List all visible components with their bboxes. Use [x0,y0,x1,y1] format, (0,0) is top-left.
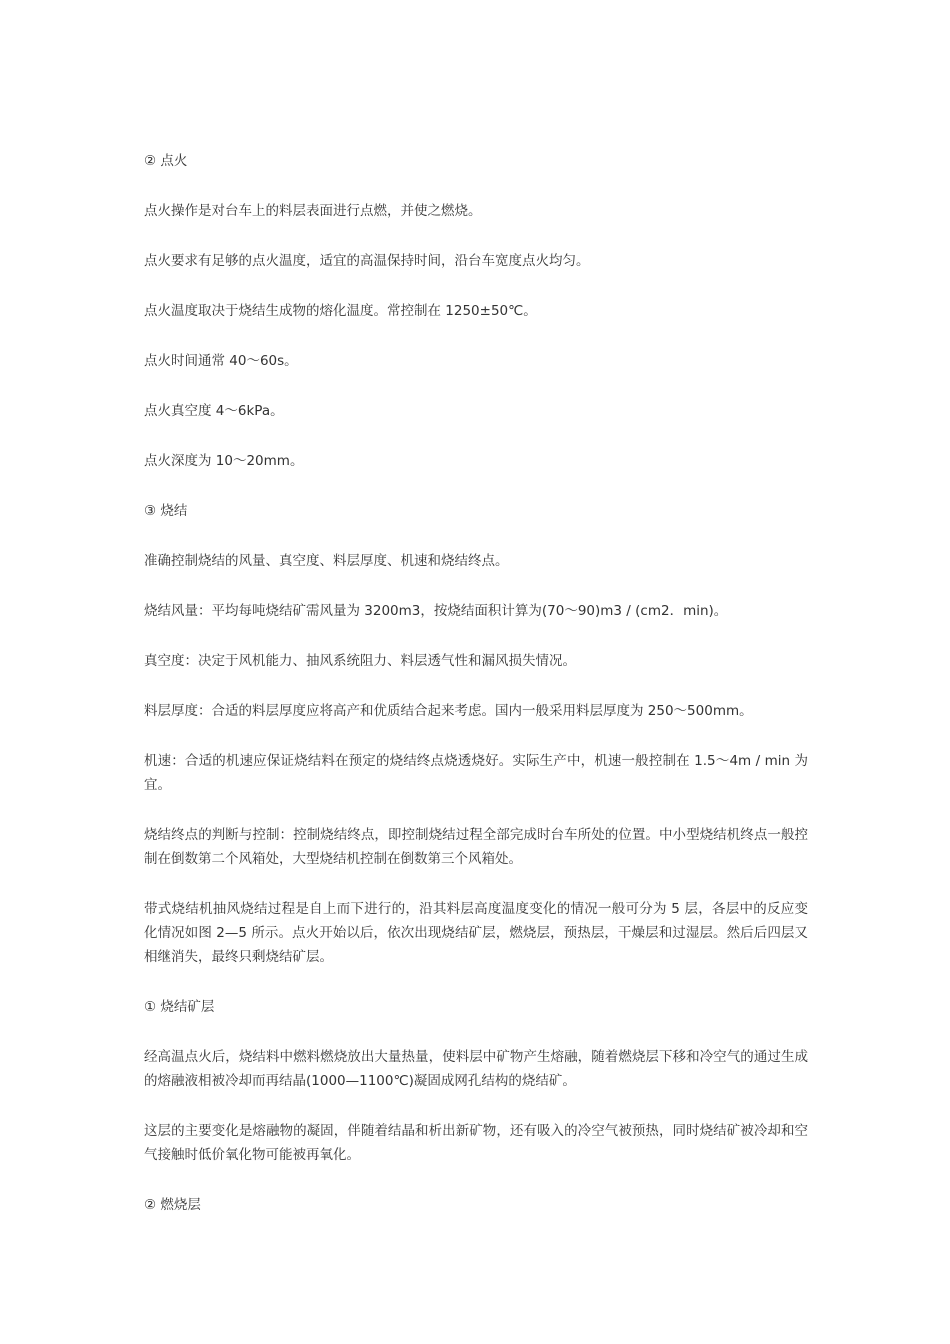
paragraph: 烧结风量：平均每吨烧结矿需风量为 3200m3，按烧结面积计算为(70～90)m3 / (cm2．min)。 [144,603,728,619]
section-heading-sintering: ③ 烧结 [144,503,188,519]
paragraph: 点火深度为 10～20mm。 [144,453,304,469]
section-heading-sinter-layer: ① 烧结矿层 [144,999,215,1015]
section-heading-ignition: ② 点火 [144,153,188,169]
paragraph: 点火温度取决于烧结生成物的熔化温度。常控制在 1250±50℃。 [144,303,537,319]
paragraph: 点火真空度 4～6kPa。 [144,403,284,419]
section-heading-combustion-layer: ② 燃烧层 [144,1197,201,1213]
paragraph: 真空度：决定于风机能力、抽风系统阻力、料层透气性和漏风损失情况。 [144,653,576,669]
paragraph: 准确控制烧结的风量、真空度、料层厚度、机速和烧结终点。 [144,553,509,569]
paragraph: 带式烧结机抽风烧结过程是自上而下进行的，沿其料层高度温度变化的情况一般可分为 5 层，各层中的反应变化情况如图 2—5 所示。点火开始以后，依次出现烧结矿层，燃烧层，预热层，干燥层和过湿层。然后后四层又相继消失，最终只剩烧结矿层。 [144,901,808,965]
paragraph: 料层厚度：合适的料层厚度应将高产和优质结合起来考虑。国内一般采用料层厚度为 250～500mm。 [144,703,753,719]
paragraph: 经高温点火后，烧结料中燃料燃烧放出大量热量，使料层中矿物产生熔融，随着燃烧层下移和冷空气的通过生成的熔融液相被冷却而再结晶(1000—1100℃)凝固成网孔结构的烧结矿。 [144,1049,808,1089]
paragraph: 烧结终点的判断与控制：控制烧结终点，即控制烧结过程全部完成时台车所处的位置。中小型烧结机终点一般控制在倒数第二个风箱处，大型烧结机控制在倒数第三个风箱处。 [144,827,808,867]
paragraph: 这层的主要变化是熔融物的凝固，伴随着结晶和析出新矿物，还有吸入的冷空气被预热，同时烧结矿被冷却和空气接触时低价氧化物可能被再氧化。 [144,1123,808,1163]
paragraph: 点火要求有足够的点火温度，适宜的高温保持时间，沿台车宽度点火均匀。 [144,253,590,269]
paragraph: 点火操作是对台车上的料层表面进行点燃，并使之燃烧。 [144,203,482,219]
document-body [144,149,808,1243]
paragraph: 点火时间通常 40～60s。 [144,353,298,369]
paragraph: 机速：合适的机速应保证烧结料在预定的烧结终点烧透烧好。实际生产中，机速一般控制在 1.5～4m / min 为宜。 [144,753,808,793]
